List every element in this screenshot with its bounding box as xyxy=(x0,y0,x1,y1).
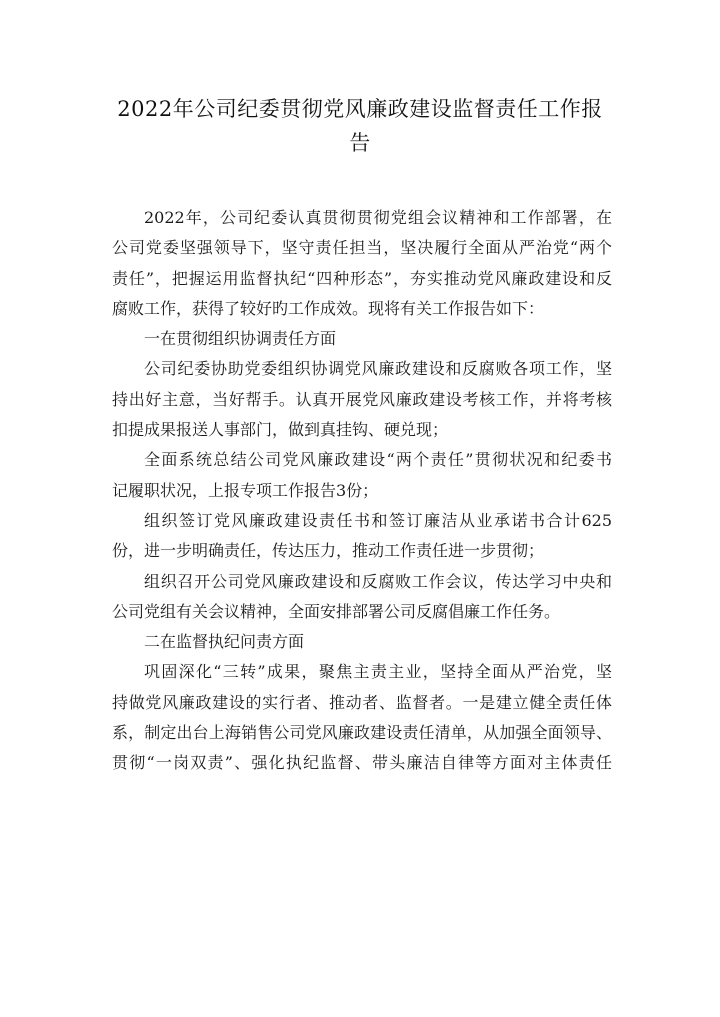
title-line-1: 2022年公司纪委贯彻党风廉政建设监督责任工作报 xyxy=(117,97,603,121)
body-text-line: 持做党风廉政建设的实行者、推动者、监督者。一是建立健全责任体 xyxy=(112,692,612,712)
body-text-line: 腐败工作，获得了较好旳工作成效。现将有关工作报告如下： xyxy=(112,298,545,318)
body-text-line: 记履职状况，上报专项工作报告3份； xyxy=(112,480,379,500)
body-text-line: 份，进一步明确责任，传达压力，推动工作责任进一步贯彻； xyxy=(112,541,545,561)
document-title xyxy=(100,92,620,160)
body-text-line: 全面系统总结公司党风廉政建设“两个责任”贯彻状况和纪委书 xyxy=(144,450,612,470)
title-line-2: 告 xyxy=(349,131,371,155)
body-text-line: 责任”，把握运用监督执纪“四种形态”，夯实推动党风廉政建设和反 xyxy=(112,268,612,288)
body-text-line: 组织签订党风廉政建设责任书和签订廉洁从业承诺书合计625 xyxy=(144,510,612,530)
body-text-line: 扣提成果报送人事部门，做到真挂钩、硬兑现； xyxy=(112,420,449,440)
body-text-line: 一在贯彻组织协调责任方面 xyxy=(144,329,337,349)
body-text-line: 公司党委坚强领导下，坚守责任担当，坚决履行全面从严治党“两个 xyxy=(112,238,612,258)
body-text-line: 系，制定出台上海销售公司党风廉政建设责任清单，从加强全面领导、 xyxy=(112,723,612,743)
body-text-line: 二在监督执纪问责方面 xyxy=(144,632,305,652)
body-text-line: 2022年，公司纪委认真贯彻贯彻党组会议精神和工作部署，在 xyxy=(144,208,612,227)
body-text-line: 公司纪委协助党委组织协调党风廉政建设和反腐败各项工作，坚 xyxy=(144,359,612,379)
body-text-line: 组织召开公司党风廉政建设和反腐败工作会议，传达学习中央和 xyxy=(144,571,612,591)
document-body xyxy=(112,203,612,779)
body-text-line: 持出好主意，当好帮手。认真开展党风廉政建设考核工作，并将考核 xyxy=(112,389,612,409)
body-text-line: 贯彻“一岗双责”、强化执纪监督、带头廉洁自律等方面对主体责任 xyxy=(112,753,612,773)
body-text-line: 公司党组有关会议精神，全面安排部署公司反腐倡廉工作任务。 xyxy=(112,601,561,621)
body-text-line: 巩固深化“三转”成果，聚焦主责主业，坚持全面从严治党，坚 xyxy=(144,662,612,682)
